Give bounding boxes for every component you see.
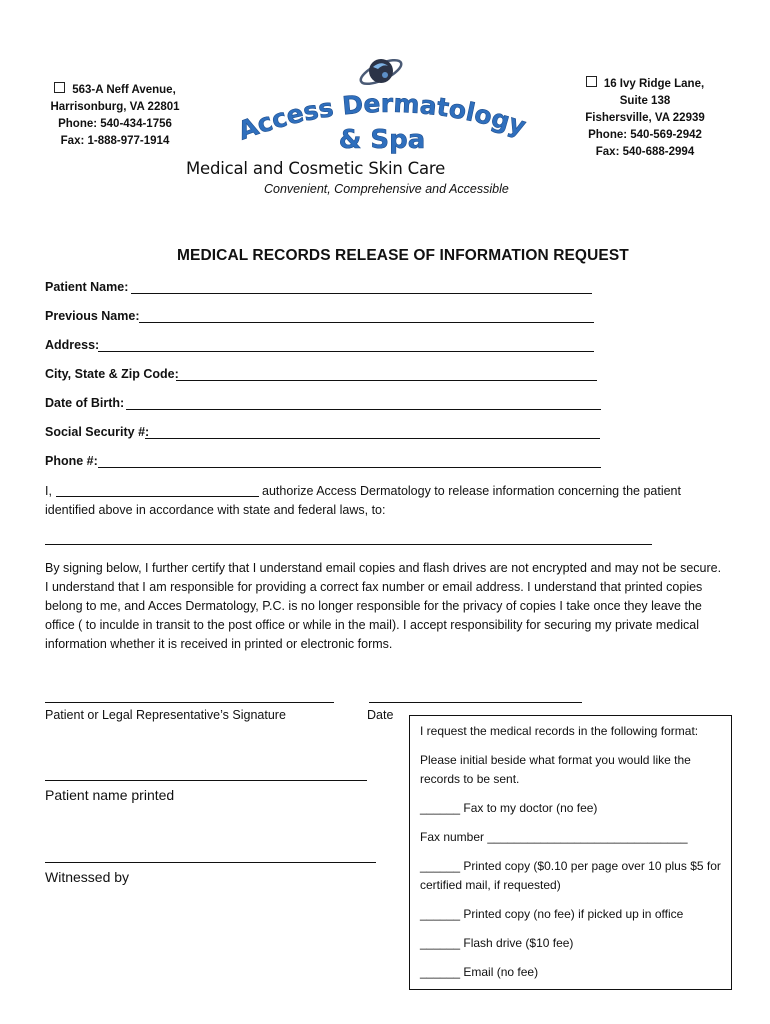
witness-field[interactable] [45, 862, 376, 863]
right-location-checkbox[interactable] [586, 76, 597, 87]
right-phone: Phone: 540-569-2942 [588, 129, 702, 141]
date-of-birth-label: Date of Birth: [45, 396, 125, 410]
ssn-label: Social Security #: [45, 425, 150, 439]
signature-field[interactable] [45, 702, 334, 703]
brand-logo [232, 92, 532, 162]
phone-label: Phone #: [45, 454, 98, 468]
authorize-text-cont: identified above in accordance with state and federal laws, to: [45, 503, 386, 517]
option-printed-pickup[interactable]: ______ Printed copy (no fee) if picked up in office [420, 907, 684, 921]
option-email[interactable]: ______ Email (no fee) [420, 965, 539, 979]
format-instruction: Please initial beside what format you would like the records to be sent. [420, 753, 691, 786]
right-address-line: 16 Ivy Ridge Lane, [603, 78, 705, 90]
right-address-line: Fishersville, VA 22939 [585, 112, 705, 124]
date-of-birth-field[interactable] [126, 409, 601, 410]
left-phone: Phone: 540-434-1756 [58, 118, 172, 130]
address-label: Address: [45, 338, 100, 352]
ssn-field[interactable] [145, 438, 600, 439]
format-request-box [409, 715, 732, 990]
right-fax: Fax: 540-688-2994 [595, 146, 695, 158]
previous-name-field[interactable] [139, 322, 594, 323]
format-heading: I request the medical records in the following format: [420, 724, 699, 738]
slogan: Convenient, Comprehensive and Accessible [264, 182, 509, 196]
date-field[interactable] [369, 702, 582, 703]
right-address-block [575, 76, 715, 161]
brand-wordmark [232, 92, 532, 162]
patient-name-label: Patient Name: [45, 280, 129, 294]
option-printed-mail[interactable]: ______ Printed copy ($0.10 per page over 10 plus $5 for certified mail, if requested) [420, 859, 721, 892]
date-label: Date [367, 708, 394, 722]
option-fax-doctor[interactable]: ______ Fax to my doctor (no fee) [420, 801, 598, 815]
certify-paragraph: By signing below, I further certify that I understand email copies and flash drives are not encrypted and may not be secure. I understand that I am responsible for providing a correct fax number or email address. I understand that printed copies belong to me, and Acces Dermatology, P.C. is no longer responsible for the privacy of copies I take once they leave the office ( to inculde in transit to the post office or while in the mail). I accept responsibility for securing my private medical information whether it is received in printed or electronic forms. [45, 561, 722, 651]
release-to-field[interactable] [45, 544, 652, 545]
city-state-zip-field[interactable] [176, 380, 597, 381]
patient-name-field[interactable] [131, 293, 592, 294]
city-state-zip-label: City, State & Zip Code: [45, 367, 179, 381]
brand-spa: & Spa [338, 125, 426, 155]
form-title: MEDICAL RECORDS RELEASE OF INFORMATION REQUEST [177, 247, 629, 264]
tagline: Medical and Cosmetic Skin Care [186, 159, 446, 178]
left-address-line: 563-A Neff Avenue, [72, 84, 176, 96]
left-address-line: Harrisonburg, VA 22801 [50, 101, 180, 113]
logo-mark [356, 50, 406, 92]
left-fax: Fax: 1-888-977-1914 [60, 135, 170, 147]
logo-planet-icon [356, 50, 406, 92]
authorizer-name-field[interactable] [56, 496, 259, 497]
phone-field[interactable] [98, 467, 601, 468]
right-address-line: Suite 138 [619, 95, 671, 107]
brand-name: Access Dermatology [234, 92, 530, 146]
option-flash-drive[interactable]: ______ Flash drive ($10 fee) [420, 936, 574, 950]
authorize-prefix: I, [45, 484, 52, 498]
authorize-text: authorize Access Dermatology to release information concerning the patient [262, 484, 681, 498]
left-address-block [40, 82, 190, 150]
witness-label: Witnessed by [45, 869, 130, 885]
address-field[interactable] [98, 351, 594, 352]
printed-name-field[interactable] [45, 780, 367, 781]
printed-name-label: Patient name printed [45, 787, 175, 803]
option-fax-number[interactable]: Fax number ______________________________ [420, 830, 688, 844]
signature-label: Patient or Legal Representative’s Signature [45, 708, 286, 722]
previous-name-label: Previous Name: [45, 309, 140, 323]
left-location-checkbox[interactable] [54, 82, 65, 93]
